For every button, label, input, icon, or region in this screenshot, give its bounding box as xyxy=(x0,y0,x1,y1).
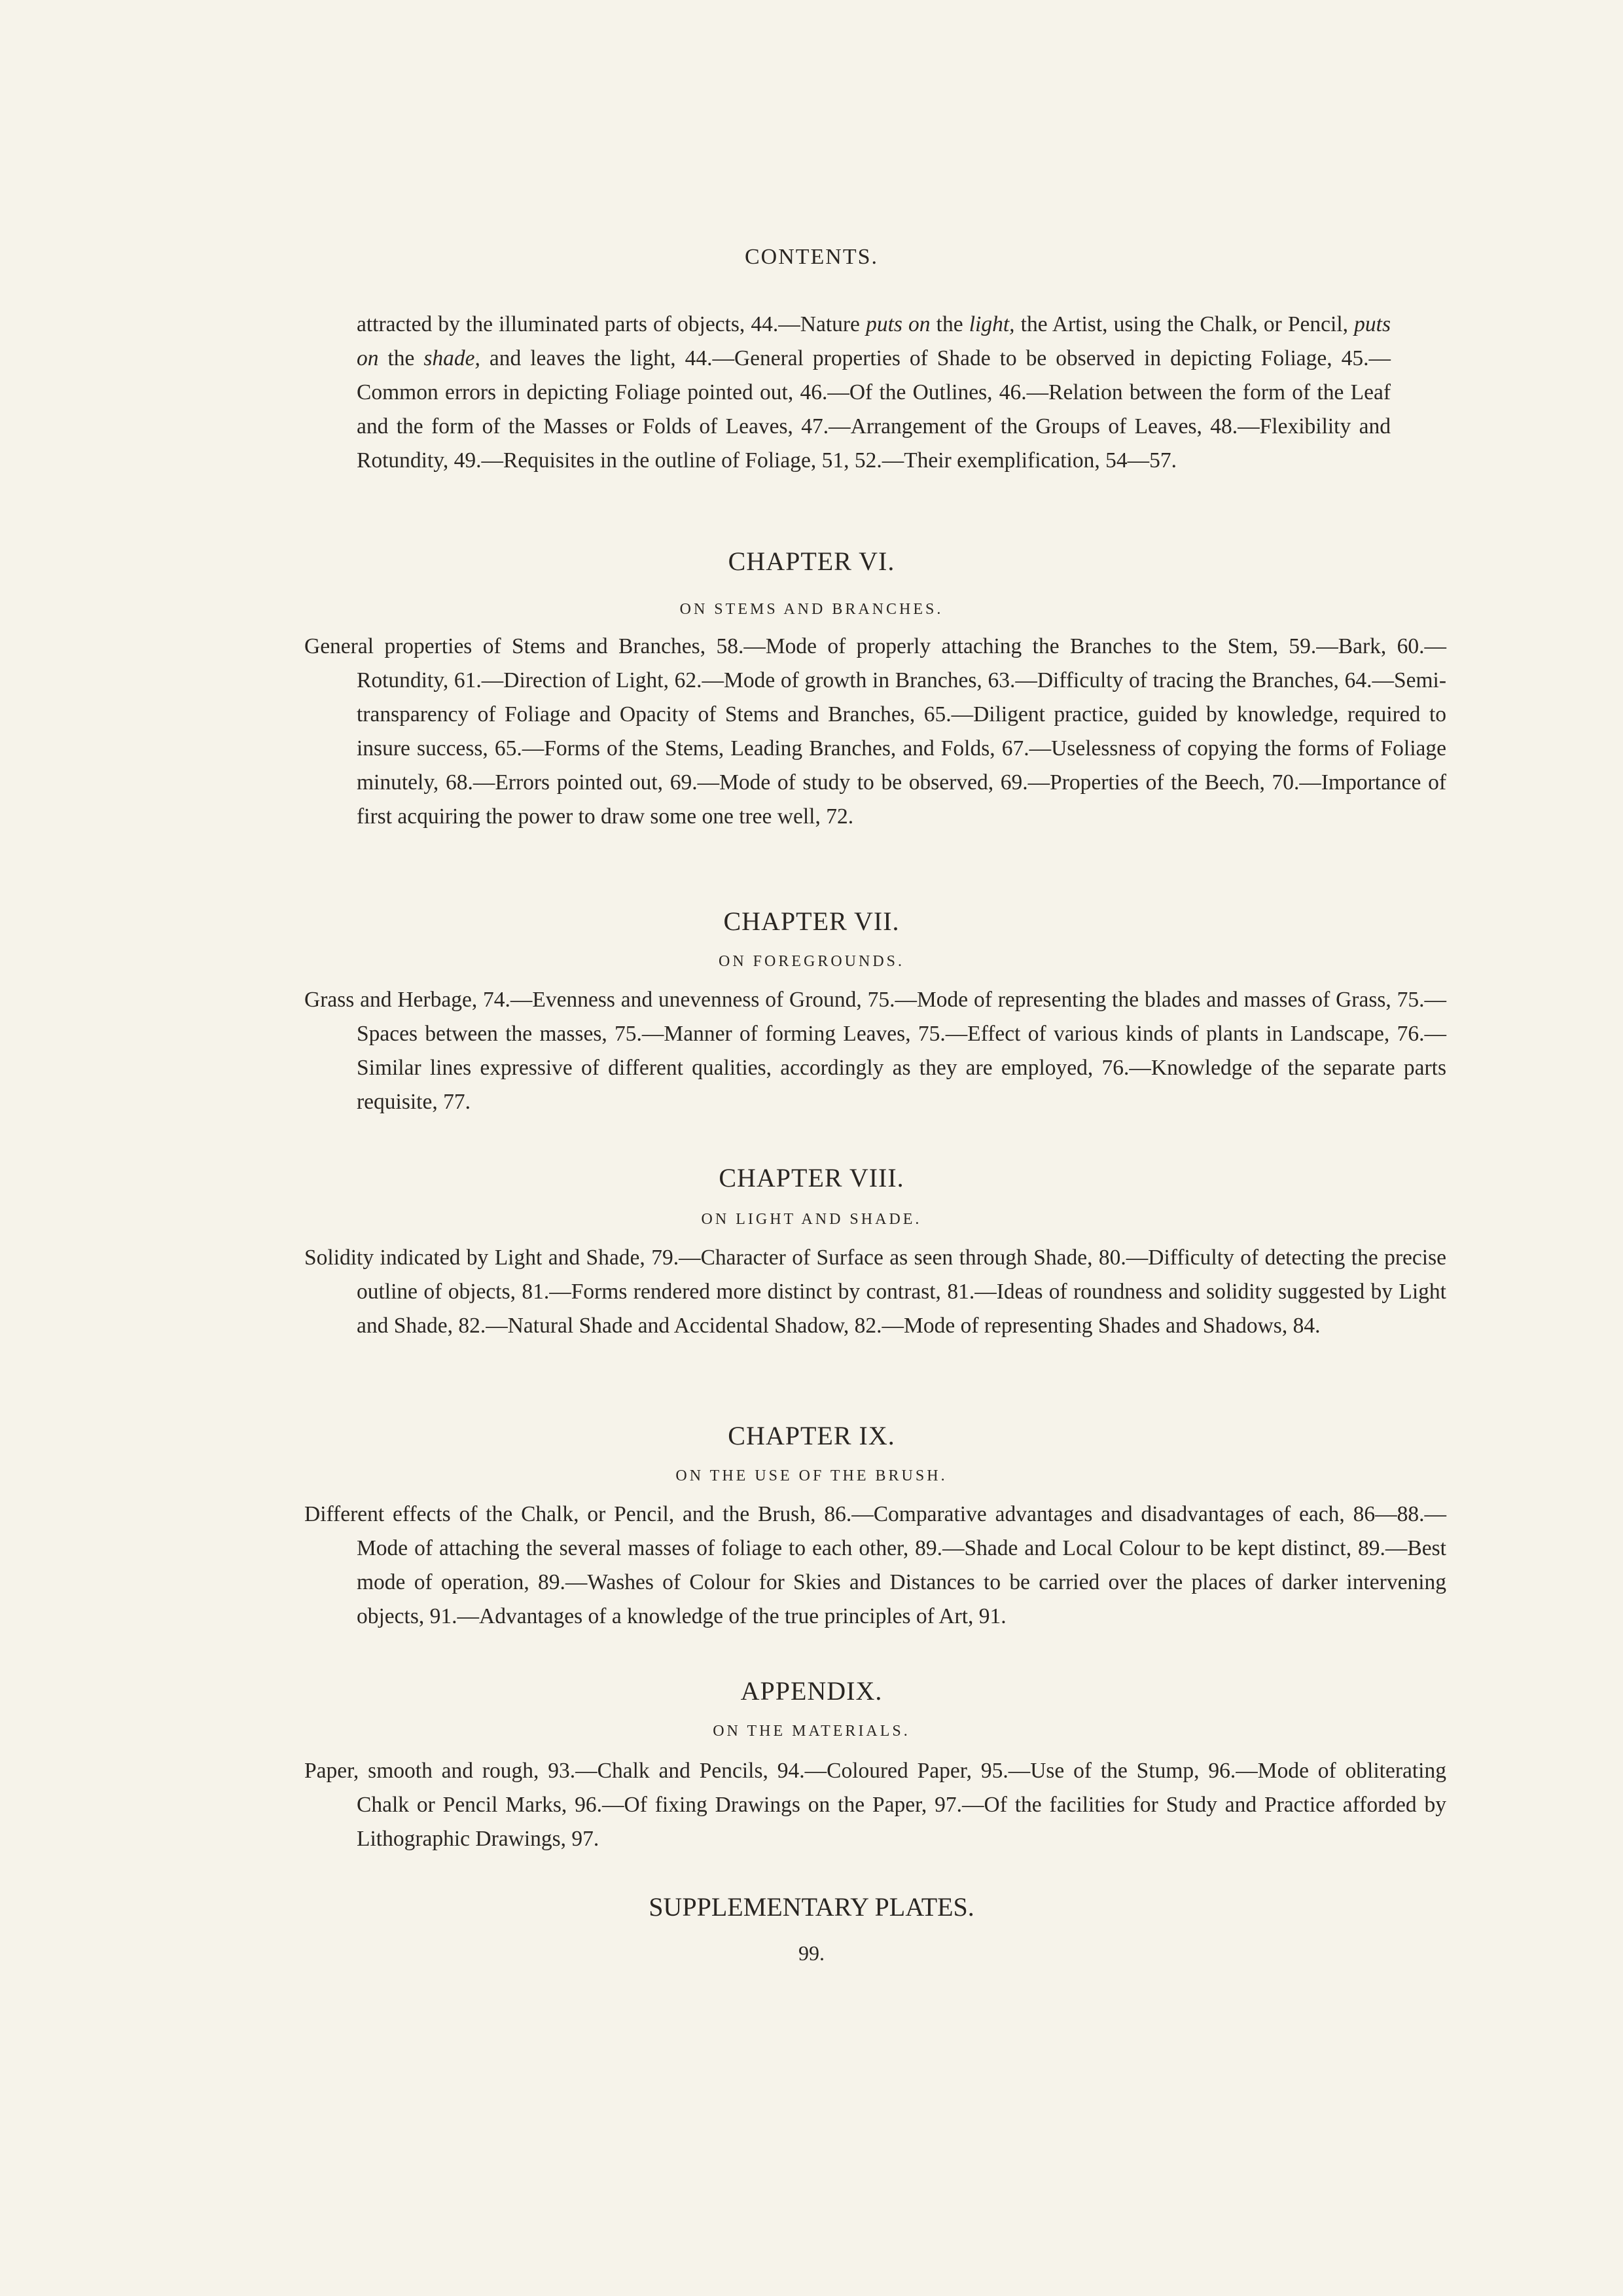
intro-text-2: the xyxy=(930,312,969,336)
intro-text-4: the xyxy=(378,346,424,370)
intro-italic-2: light, xyxy=(969,312,1015,336)
chapter-subtitle: ON THE USE OF THE BRUSH. xyxy=(675,1467,948,1484)
running-head: CONTENTS. xyxy=(744,245,879,269)
chapter-summary: General properties of Stems and Branches, 58.—Mode of properly attaching the Branches to the Stem, 59.—Bark, 60.—Rotundity, 61.—Direction of Light, 62.—Mode of growth in Branches, 63.—Difficulty of tracing the Branches, 64.—Semi-transparency of Foliage and Opacity of Stems and Branches, 65.—Diligent practice, guided by knowledge, required to insure success, 65.—Forms of the Stems, Leading Branches, and Folds, 67.—Uselessness of copying the forms of Foliage minutely, 68.—Errors pointed out, 69.—Mode of study to be observed, 69.—Properties of the Beech, 70.—Importance of first acquiring the power to draw some one tree well, 72. xyxy=(304,634,1446,829)
chapter-subtitle: ON LIGHT AND SHADE. xyxy=(701,1211,922,1228)
intro-text-5: and leaves the light, 44.—General properties of Shade to be observed in depicting Foliage, 45.—Common errors in depicting Foliage pointed out, 46.—Of the Outlines, 46.—Relation between the form of the Leaf and the form of the Masses or Folds of Leaves, 47.—Arrangement of the Groups of Leaves, 48.—Flexibility and Rotundity, 49.—Requisites in the outline of Foliage, 51, 52.—Their exemplification, 54—57. xyxy=(357,346,1391,473)
chapter-summary: Solidity indicated by Light and Shade, 79.—Character of Surface as seen through Shade, 80.—Difficulty of detecting the precise outline of objects, 81.—Forms rendered more distinct by contrast, 81.—Ideas of roundness and solidity suggested by Light and Shade, 82.—Natural Shade and Accidental Shadow, 82.—Mode of representing Shades and Shadows, 84. xyxy=(304,1246,1446,1338)
chapter-subtitle: ON FOREGROUNDS. xyxy=(718,953,905,970)
supplementary-title: SUPPLEMENTARY PLATES. xyxy=(649,1892,974,1922)
intro-italic-4: shade, xyxy=(423,346,480,370)
chapter-summary: Different effects of the Chalk, or Pencil, and the Brush, 86.—Comparative advantages and disadvantages of each, 86—88.—Mode of attaching the several masses of foliage to each other, 89.—Shade and Local Colour to be kept distinct, 89.—Best mode of operation, 89.—Washes of Colour for Skies and Distances to be carried over the places of darker intervening objects, 91.—Advantages of a knowledge of the true principles of Art, 91. xyxy=(304,1502,1446,1628)
intro-italic-3: puts on xyxy=(357,312,1391,370)
intro-italic-1: puts on xyxy=(866,312,931,336)
appendix-subtitle: ON THE MATERIALS. xyxy=(713,1723,910,1740)
chapter-title: CHAPTER VII. xyxy=(723,906,900,936)
supplementary-page-number: 99. xyxy=(798,1941,825,1965)
chapter-title: CHAPTER VI. xyxy=(728,547,895,576)
chapter-summary: Grass and Herbage, 74.—Evenness and unevenness of Ground, 75.—Mode of representing the blades and masses of Grass, 75.—Spaces between the masses, 75.—Manner of forming Leaves, 75.—Effect of various kinds of plants in Landscape, 76.—Similar lines expressive of different qualities, accordingly as they are employed, 76.—Knowledge of the separate parts requisite, 77. xyxy=(304,988,1446,1114)
intro-text-3: the Artist, using the Chalk, or Pencil, xyxy=(1014,312,1355,336)
intro-text-1: attracted by the illuminated parts of objects, 44.—Nature xyxy=(357,312,866,336)
chapter-title: CHAPTER IX. xyxy=(728,1421,895,1450)
appendix-summary: Paper, smooth and rough, 93.—Chalk and Pencils, 94.—Coloured Paper, 95.—Use of the Stump, 96.—Mode of obliterating Chalk or Pencil Marks, 96.—Of fixing Drawings on the Paper, 97.—Of the facilities for Study and Practice afforded by Lithographic Drawings, 97. xyxy=(304,1759,1446,1851)
appendix-title: APPENDIX. xyxy=(740,1676,883,1706)
chapter-title: CHAPTER VIII. xyxy=(719,1163,904,1193)
chapter-subtitle: ON STEMS AND BRANCHES. xyxy=(679,601,944,618)
intro-paragraph xyxy=(357,308,1391,478)
